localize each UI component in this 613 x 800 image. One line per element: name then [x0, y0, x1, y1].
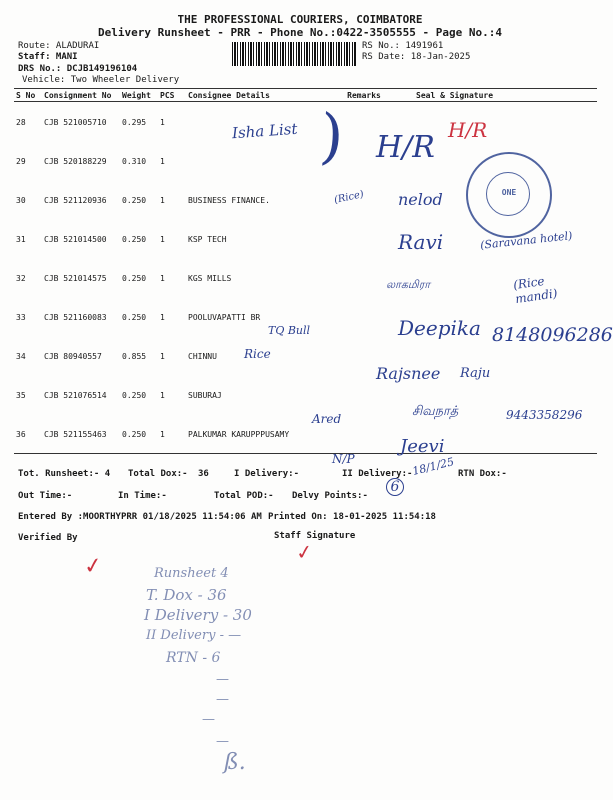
cell-details: KGS MILLS: [188, 274, 232, 283]
bracket-mark: ): [317, 101, 346, 173]
cell-sno: 29: [16, 157, 26, 166]
cell-details: BUSINESS FINANCE.: [188, 196, 270, 205]
delivery-stamp: [466, 152, 552, 238]
cell-pcs: 1: [160, 391, 165, 400]
entered-by: Entered By :MOORTHYPRR 01/18/2025 11:54:06 AM: [18, 512, 262, 522]
cell-consignment: CJB 521160083: [44, 313, 107, 322]
cell-details: KSP TECH: [188, 235, 227, 244]
cell-weight: 0.250: [120, 414, 158, 454]
printed-on: Printed On: 18-01-2025 11:54:18: [268, 512, 436, 522]
cell-consignment: CJB 520188229: [44, 157, 107, 166]
handwriting-phone-2: 9443358296: [506, 408, 583, 422]
table-row: [14, 102, 597, 142]
runsheet-table: [14, 88, 597, 454]
tally-line: —: [216, 734, 229, 749]
cell-sno: 30: [16, 196, 26, 205]
tally-signature: ß.: [224, 750, 246, 775]
cell-consignment: CJB 521005710: [44, 118, 107, 127]
tally-line: —: [216, 692, 229, 707]
cell-details: SUBURAJ: [188, 391, 222, 400]
cell-sno: 36: [14, 414, 42, 454]
cell-weight: 0.250: [122, 313, 147, 322]
signature-35-left: Ared: [312, 412, 342, 426]
cell-weight: 0.855: [122, 352, 147, 361]
red-check-mark: ✓: [82, 552, 105, 581]
cell-weight: 0.310: [122, 157, 147, 166]
cell-consignment: CJB 521014575: [44, 274, 107, 283]
cell-weight: 0.295: [122, 118, 147, 127]
cell-weight: 0.250: [122, 391, 147, 400]
cell-pcs: 1: [160, 157, 165, 166]
cell-details: [186, 141, 338, 180]
cell-remarks: [338, 414, 390, 454]
delvy-points: Delvy Points:-: [292, 491, 368, 501]
out-time: Out Time:-: [18, 491, 73, 501]
signature-35: சிவநாத்: [412, 404, 459, 419]
tally-line: I Delivery - 30: [144, 606, 252, 624]
staff-label: Staff: MANI: [18, 52, 78, 62]
handwriting-saravana: (Saravana hotel): [479, 229, 573, 252]
handwriting-hr: H/R: [376, 130, 435, 165]
verified-by: Verified By: [18, 533, 78, 543]
tally-line: RTN - 6: [166, 650, 221, 666]
total-dox-label: Total Dox:-: [128, 469, 188, 479]
rs-number: RS No.: 1491961: [362, 41, 444, 51]
handwriting-raju: Raju: [460, 366, 491, 381]
cell-consignment: CJB 521014500: [44, 235, 107, 244]
cell-pcs: 1: [160, 274, 165, 283]
staff-signature: Staff Signature: [274, 531, 356, 541]
handwriting-np: N/P: [332, 452, 355, 466]
handwriting-rice-top: (Rice): [333, 188, 365, 207]
cell-weight: 0.250: [122, 274, 147, 283]
cell-pcs: 1: [160, 235, 165, 244]
drs-number: DRS No.: DCJB149196104: [18, 64, 138, 74]
cell-pcs: 1: [160, 352, 165, 361]
rtn-dox: RTN Dox:-: [458, 469, 507, 479]
header-details: Consignee Details: [186, 89, 338, 102]
tally-line: T. Dox - 36: [146, 586, 227, 604]
header-seal: Seal & Signature: [390, 89, 597, 102]
header-weight: Weight: [120, 89, 158, 102]
cell-remarks: [338, 297, 390, 336]
cell-weight: 0.250: [122, 196, 147, 205]
vehicle-label: Vehicle: Two Wheeler Delivery: [22, 75, 180, 85]
handwriting-six: 6: [386, 478, 404, 496]
tally-line: II Delivery - —: [146, 628, 242, 643]
cell-consignment: CJB 521120936: [44, 196, 107, 205]
cell-weight: 0.250: [122, 235, 147, 244]
cell-sno: 35: [16, 391, 26, 400]
i-delivery: I Delivery:-: [234, 469, 300, 479]
stamp-text: ONE: [501, 188, 517, 197]
route-label: Route: ALADURAI: [18, 41, 100, 51]
table-header-row: [14, 89, 597, 102]
cell-sno: 28: [16, 118, 26, 127]
handwriting-tq: TQ Bull: [268, 324, 311, 337]
cell-consignment: CJB 521155463: [42, 414, 120, 454]
cell-pcs: 1: [160, 118, 165, 127]
cell-details: POOLUVAPATTI BR: [188, 313, 261, 322]
red-check-mark-2: ✓: [294, 538, 315, 566]
handwriting-phone-1: 8148096286: [492, 324, 613, 346]
tally-line: —: [216, 672, 229, 687]
cell-pcs: 1: [160, 196, 165, 205]
runsheet-subtitle: Delivery Runsheet - PRR - Phone No.:0422-3505555 - Page No.:4: [98, 26, 502, 39]
cell-details: PALKUMAR KARUPPPUSAMY: [186, 414, 338, 454]
signature-32: லாகமிரா: [386, 278, 431, 291]
cell-sno: 31: [16, 235, 26, 244]
cell-details: CHINNU: [188, 352, 217, 361]
total-dox-value: 36: [198, 469, 209, 479]
handwriting-ravi: Ravi: [398, 230, 444, 254]
total-pod: Total POD:-: [214, 491, 274, 501]
cell-remarks: [338, 258, 390, 297]
cell-sno: 32: [16, 274, 26, 283]
cell-pcs: 1: [160, 313, 165, 322]
signature-36: Jeevi: [400, 436, 445, 457]
cell-sno: 34: [16, 352, 26, 361]
table-row: [14, 258, 597, 297]
header-consignment: Consignment No: [42, 89, 120, 102]
signature-30: nelod: [398, 190, 443, 209]
handwriting-isha: Isha List: [231, 119, 299, 143]
cell-consignment: CJB 80940557: [44, 352, 102, 361]
cell-pcs: 1: [158, 414, 186, 454]
tot-runsheet: Tot. Runsheet:- 4: [18, 469, 111, 479]
signature-33: Deepika: [398, 316, 481, 340]
handwriting-rice-chinnu: Rice: [244, 347, 271, 361]
cell-sno: 33: [16, 313, 26, 322]
cell-consignment: CJB 521076514: [44, 391, 107, 400]
in-time: In Time:-: [118, 491, 167, 501]
barcode: [232, 42, 356, 66]
header-sno: S No: [14, 89, 42, 102]
handwriting-rice-right: (Rice mandi): [512, 273, 559, 307]
header-remarks: Remarks: [338, 89, 390, 102]
signature-34: Rajsnee: [376, 364, 441, 383]
tally-line: Runsheet 4: [154, 566, 229, 581]
company-title: THE PROFESSIONAL COURIERS, COIMBATORE: [177, 13, 423, 26]
handwriting-hr-red: H/R: [448, 118, 488, 142]
cell-remarks: [338, 219, 390, 258]
handwriting-date: 18/1/25: [411, 455, 456, 478]
ii-delivery: II Delivery:-: [342, 469, 413, 479]
tally-line: —: [202, 712, 215, 727]
rs-date: RS Date: 18-Jan-2025: [362, 52, 471, 62]
header-pcs: PCS: [158, 89, 186, 102]
